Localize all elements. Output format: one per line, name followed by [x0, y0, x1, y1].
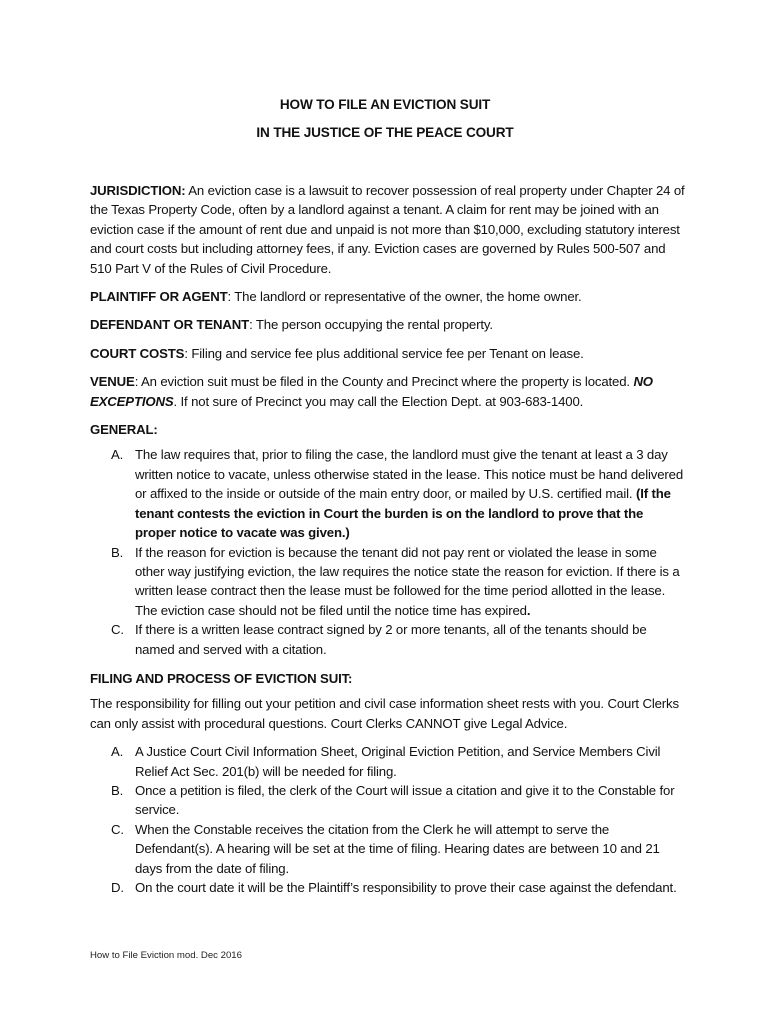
defendant-text: : The person occupying the rental property. [249, 317, 493, 333]
list-item [90, 445, 686, 542]
list-item-text: The law requires that, prior to filing the case, the landlord must give the tenant at least a 3 day written notice to vacate, unless otherwise stated in the lease. This notice must be hand delivered or affixed to the inside or outside of the main entry door, or mailed by U.S. certified mail. [135, 447, 684, 502]
court-costs-text: : Filing and service fee plus additional service fee per Tenant on lease. [184, 345, 584, 361]
plaintiff-text: : The landlord or representative of the owner, the home owner. [227, 289, 582, 305]
list-item [90, 878, 686, 897]
venue-label: VENUE [90, 374, 135, 390]
defendant-paragraph [90, 315, 686, 334]
list-item-text: A Justice Court Civil Information Sheet, Original Eviction Petition, and Service Members Civil Relief Act Sec. 201(b) will be needed for filing. [135, 744, 661, 779]
list-marker: A. [111, 744, 124, 760]
filing-intro: The responsibility for filling out your petition and civil case information sheet rests with you. Court Clerks can only assist with procedural questions. Court Clerks CANNOT give Legal Advice. [90, 696, 679, 731]
list-marker: D. [111, 880, 124, 895]
jurisdiction-text: An eviction case is a lawsuit to recover possession of real property under Chapter 24 of the Texas Property Code, often by a landlord against a tenant. A claim for rent may be joined with an eviction case if the amount of rent due and unpaid is not more than $10,000, excluding statutory interest and court costs but including attorney fees, if any. Eviction cases are governed by Rules 500-507 and 510 Part V of the Rules of Civil Procedure. [90, 183, 685, 276]
venue-paragraph [90, 372, 686, 411]
list-item [90, 781, 686, 820]
defendant-label: DEFENDANT OR TENANT [90, 317, 250, 333]
document-title: HOW TO FILE AN EVICTION SUIT [279, 97, 491, 112]
list-item-text: Once a petition is filed, the clerk of the Court will issue a citation and give it to the Constable for service. [135, 782, 675, 818]
venue-text: : An eviction suit must be filed in the County and Precinct where the property is located. [134, 374, 634, 390]
venue-text-continued: . If not sure of Precinct you may call the Election Dept. at 903-683-1400. [173, 393, 584, 409]
filing-heading: FILING AND PROCESS OF EVICTION SUIT: [90, 670, 353, 686]
list-item [90, 742, 686, 781]
document-body [90, 181, 686, 907]
list-item-emphasis: (If the tenant contests the eviction in Court the burden is on the landlord to prove that the proper notice to vacate was given.) [135, 486, 671, 541]
list-item [90, 620, 686, 659]
list-marker: A. [111, 447, 124, 463]
general-list [90, 445, 686, 658]
document-subtitle: IN THE JUSTICE OF THE PEACE COURT [256, 125, 514, 140]
list-marker: B. [111, 782, 124, 798]
list-item [90, 543, 686, 621]
plaintiff-label: PLAINTIFF OR AGENT [90, 289, 228, 305]
court-costs-paragraph [90, 344, 686, 363]
general-heading: GENERAL: [90, 422, 158, 438]
list-marker: C. [111, 622, 124, 638]
jurisdiction-paragraph [90, 181, 686, 278]
list-item-emphasis: . [526, 602, 531, 618]
list-item-text: If there is a written lease contract signed by 2 or more tenants, all of the tenants should be named and served with a citation. [135, 622, 647, 657]
court-costs-label: COURT COSTS [90, 345, 185, 361]
venue-emphasis: NO EXCEPTIONS [90, 374, 653, 409]
jurisdiction-label: JURISDICTION: [90, 183, 186, 198]
plaintiff-paragraph [90, 287, 686, 306]
filing-list [90, 742, 686, 897]
list-item [90, 820, 686, 878]
page-footer: How to File Eviction mod. Dec 2016 [90, 950, 242, 961]
list-item-text: If the reason for eviction is because the tenant did not pay rent or violated the lease in some other way justifying eviction, the law requires the notice state the reason for eviction. If there is a written lease contract then the lease must be followed for the time period allotted in the lease. The eviction case should not be filed until the notice time has expired [135, 544, 680, 618]
list-item-text: On the court date it will be the Plaintiff’s responsibility to prove their case against the defendant. [135, 880, 677, 895]
list-marker: B. [111, 544, 124, 560]
list-item-text: When the Constable receives the citation from the Clerk he will attempt to serve the Defendant(s). A hearing will be set at the time of filing. Hearing dates are between 10 and 21 days from the date of filing. [135, 821, 660, 876]
list-marker: C. [111, 821, 124, 837]
